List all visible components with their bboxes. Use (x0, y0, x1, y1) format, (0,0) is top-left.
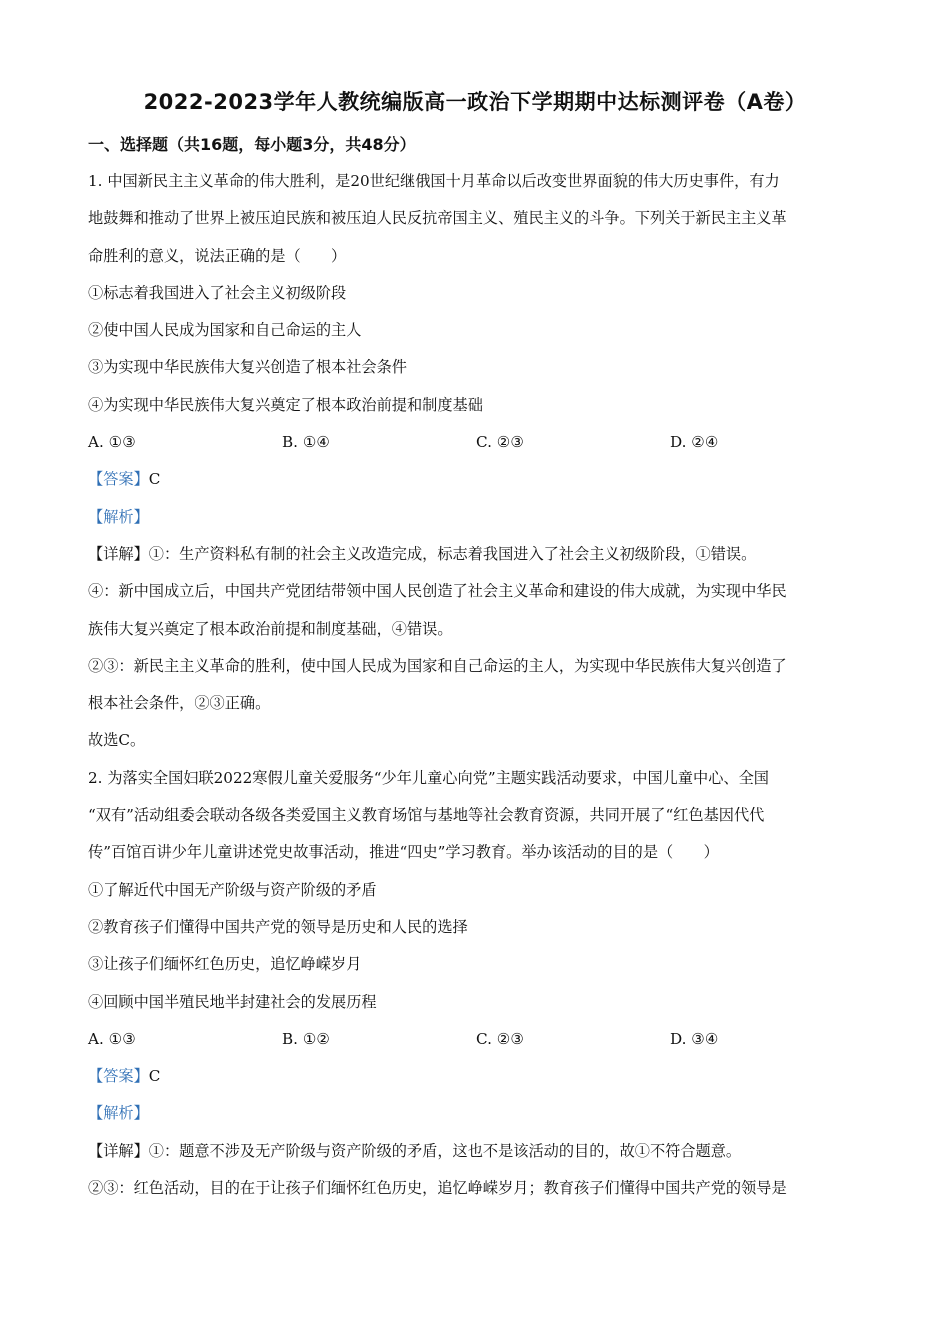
q1-item: ②使中国人民成为国家和自己命运的主人 (88, 321, 362, 340)
q1-answer-value: C (148, 470, 161, 489)
q1-detail-line: 根本社会条件，②③正确。 (88, 694, 271, 713)
q1-options (88, 424, 864, 461)
answer-tag: 【答案】 (88, 1067, 149, 1086)
q2-analysis (88, 1095, 864, 1132)
detail-tag: 【详解】 (88, 1141, 149, 1160)
q1-conclusion: 故选C。 (88, 731, 146, 750)
q1-detail-line: ②③：新民主主义革命的胜利，使中国人民成为国家和自己命运的主人，为实现中华民族伟大复兴创造了 (88, 656, 787, 675)
question-2 (88, 760, 864, 1208)
q1-stem-line: 命胜利的意义，说法正确的是（ ） (88, 246, 347, 265)
q2-detail-text: ①：题意不涉及无产阶级与资产阶级的矛盾，这也不是该活动的目的，故①不符合题意。 (148, 1141, 742, 1160)
document-title: 2022-2023学年人教统编版高一政治下学期期中达标测评卷（A卷） (143, 90, 807, 114)
document-body (88, 126, 864, 1207)
q2-option-c: C. ②③ (476, 1029, 524, 1048)
q2-detail-line: ②③：红色活动，目的在于让孩子们缅怀红色历史，追忆峥嵘岁月；教育孩子们懂得中国共产党的领导是 (88, 1179, 787, 1198)
q1-detail-text: ①：生产资料私有制的社会主义改造完成，标志着我国进入了社会主义初级阶段，①错误。 (148, 544, 757, 563)
analysis-tag: 【解析】 (88, 1104, 149, 1123)
q2-stem-line: “双有”活动组委会联动各级各类爱国主义教育场馆与基地等社会教育资源，共同开展了“红色基因代代 (88, 806, 765, 825)
section-heading: 一、选择题（共16题，每小题3分，共48分） (88, 135, 416, 154)
q2-item: ④回顾中国半殖民地半封建社会的发展历程 (88, 992, 377, 1011)
q1-detail-line: 族伟大复兴奠定了根本政治前提和制度基础，④错误。 (88, 619, 453, 638)
q2-answer-value: C (148, 1067, 161, 1086)
q2-option-b: B. ①② (282, 1029, 331, 1048)
q1-stem-line: 地鼓舞和推动了世界上被压迫民族和被压迫人民反抗帝国主义、殖民主义的斗争。下列关于新民主主义革 (88, 209, 787, 228)
analysis-tag: 【解析】 (88, 507, 149, 526)
q1-item: ④为实现中华民族伟大复兴奠定了根本政治前提和制度基础 (88, 395, 483, 414)
q2-stem-line: 传”百馆百讲少年儿童讲述党史故事活动，推进“四史”学习教育。举办该活动的目的是（ ） (88, 843, 719, 862)
detail-tag: 【详解】 (88, 544, 149, 563)
answer-tag: 【答案】 (88, 470, 149, 489)
q2-detail (88, 1133, 864, 1170)
q2-option-a: A. ①③ (88, 1029, 136, 1048)
q1-detail (88, 536, 864, 573)
q1-item: ③为实现中华民族伟大复兴创造了根本社会条件 (88, 358, 407, 377)
question-1 (88, 163, 864, 760)
q1-option-a: A. ①③ (88, 433, 136, 452)
q1-analysis (88, 499, 864, 536)
q1-answer (88, 461, 864, 498)
q2-stem-line: 2. 为落实全国妇联2022寒假儿童关爱服务“少年儿童心向党”主题实践活动要求，中国儿童中心、全国 (88, 768, 769, 787)
q1-detail-line: ④：新中国成立后，中国共产党团结带领中国人民创造了社会主义革命和建设的伟大成就，为实现中华民 (88, 582, 787, 601)
q2-option-d: D. ③④ (670, 1029, 719, 1048)
q2-item: ②教育孩子们懂得中国共产党的领导是历史和人民的选择 (88, 917, 468, 936)
q1-stem-line: 1. 中国新民主主义革命的伟大胜利，是20世纪继俄国十月革命以后改变世界面貌的伟大历史事件，有力 (88, 172, 780, 190)
q1-option-b: B. ①④ (282, 433, 331, 452)
q2-options (88, 1021, 864, 1058)
q1-item: ①标志着我国进入了社会主义初级阶段 (88, 283, 347, 302)
q2-answer (88, 1058, 864, 1095)
q1-option-d: D. ②④ (670, 433, 719, 452)
q2-item: ③让孩子们缅怀红色历史，追忆峥嵘岁月 (88, 955, 362, 974)
q1-option-c: C. ②③ (476, 433, 524, 452)
q2-item: ①了解近代中国无产阶级与资产阶级的矛盾 (88, 880, 377, 899)
